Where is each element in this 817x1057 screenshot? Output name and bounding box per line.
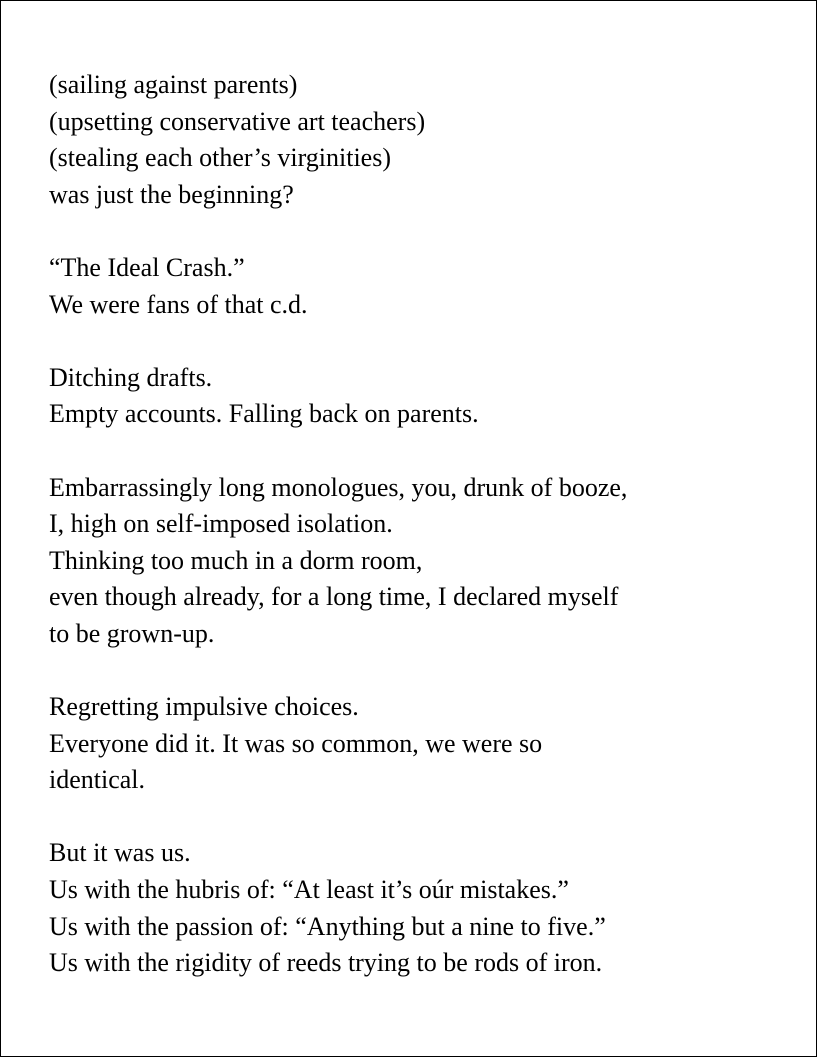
stanza-1	[49, 67, 792, 213]
stanza-3	[49, 360, 792, 433]
poem-line: Empty accounts. Falling back on parents.	[49, 399, 479, 429]
poem-line: identical.	[49, 765, 146, 795]
poem-line: to be grown-up.	[49, 618, 215, 648]
poem-line: (stealing each other’s virginities)	[49, 143, 391, 173]
poem-line: Us with the hubris of: “At least it’s oúr mistakes.”	[49, 875, 569, 905]
poem-text	[49, 67, 792, 982]
poem-line: We were fans of that c.d.	[49, 289, 308, 319]
stanza-6	[49, 835, 792, 981]
poem-line: I, high on self-imposed isolation.	[49, 509, 393, 539]
poem-line: (upsetting conservative art teachers)	[49, 106, 426, 136]
stanza-4	[49, 470, 792, 653]
poem-line: Thinking too much in a dorm room,	[49, 545, 423, 575]
poem-line: Us with the rigidity of reeds trying to be rods of iron.	[49, 948, 603, 978]
poem-line: Embarrassingly long monologues, you, drunk of booze,	[49, 472, 628, 502]
poem-line: Regretting impulsive choices.	[49, 692, 359, 722]
stanza-5	[49, 689, 792, 799]
poem-line: was just the beginning?	[49, 179, 294, 209]
poem-line: Us with the passion of: “Anything but a nine to five.”	[49, 911, 606, 941]
poem-line: “The Ideal Crash.”	[49, 252, 245, 282]
poem-line: (sailing against parents)	[49, 70, 298, 99]
stanza-2	[49, 250, 792, 323]
poem-line: Everyone did it. It was so common, we were so	[49, 728, 543, 758]
poem-line: But it was us.	[49, 838, 191, 868]
poem-line: even though already, for a long time, I declared myself	[49, 582, 619, 612]
poem-line: Ditching drafts.	[49, 362, 213, 392]
